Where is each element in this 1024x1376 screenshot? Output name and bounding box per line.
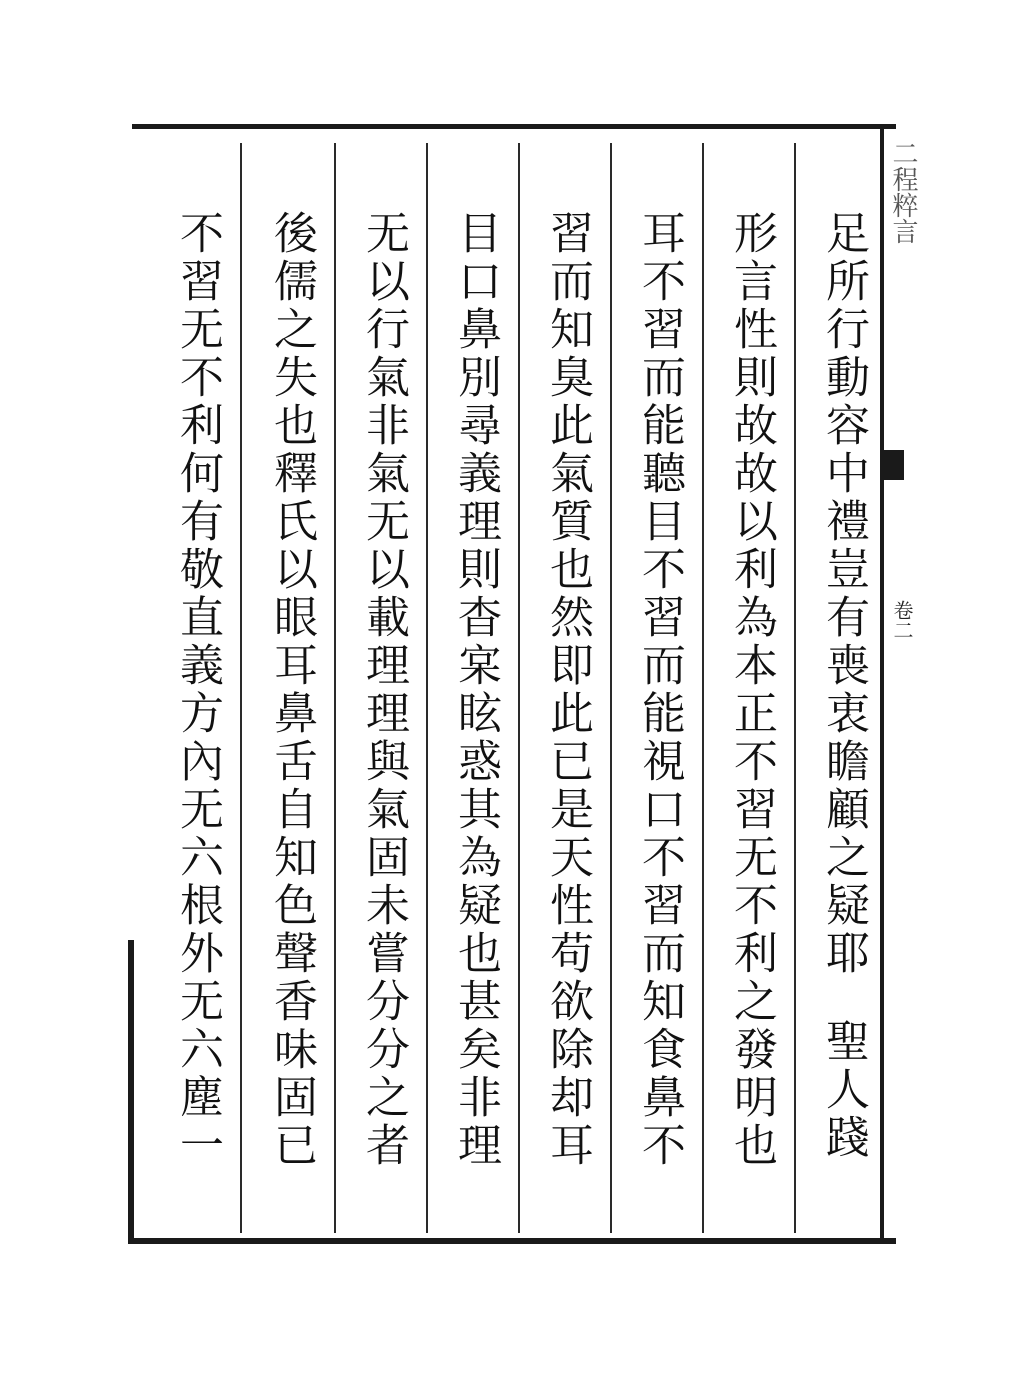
text-column-6: 无以行氣非氣无以載理理與氣固未嘗分分之者 (358, 210, 409, 1170)
column-divider (702, 143, 704, 1233)
text-column-5: 目口鼻別尋義理則杳宲眩惑其為疑也甚矣非理 (450, 210, 501, 1170)
text-column-2: 形言性則故故以利為本正不習无不利之發明也 (726, 210, 777, 1170)
top-border-rule (132, 124, 896, 129)
text-column-4: 習而知臭此氣質也然即此已是天性苟欲除却耳 (542, 210, 593, 1170)
column-divider (610, 143, 612, 1233)
text-column-7: 後儒之失也釋氏以眼耳鼻舌自知色聲香味固已 (266, 210, 317, 1170)
column-divider (240, 143, 242, 1233)
text-column-1 (806, 210, 880, 1240)
margin-juan-label: 卷二 (890, 600, 914, 640)
column-note: 聖人踐 (818, 1018, 869, 1162)
left-border-rule (128, 940, 134, 1244)
right-border-rule (880, 128, 884, 1240)
column-divider (518, 143, 520, 1233)
fish-tail-mark (884, 450, 904, 480)
margin-book-title: 二程粹言 (888, 140, 918, 244)
column-divider (426, 143, 428, 1233)
column-divider (334, 143, 336, 1233)
text-column-3: 耳不習而能聽目不習而能視口不習而知食鼻不 (634, 210, 685, 1170)
column-text: 足所行動容中禮豈有喪衷瞻顧之疑耶 (818, 210, 869, 978)
column-divider (794, 143, 796, 1233)
text-column-8: 不習无不利何有敬直義方內无六根外无六塵一 (172, 210, 223, 1170)
